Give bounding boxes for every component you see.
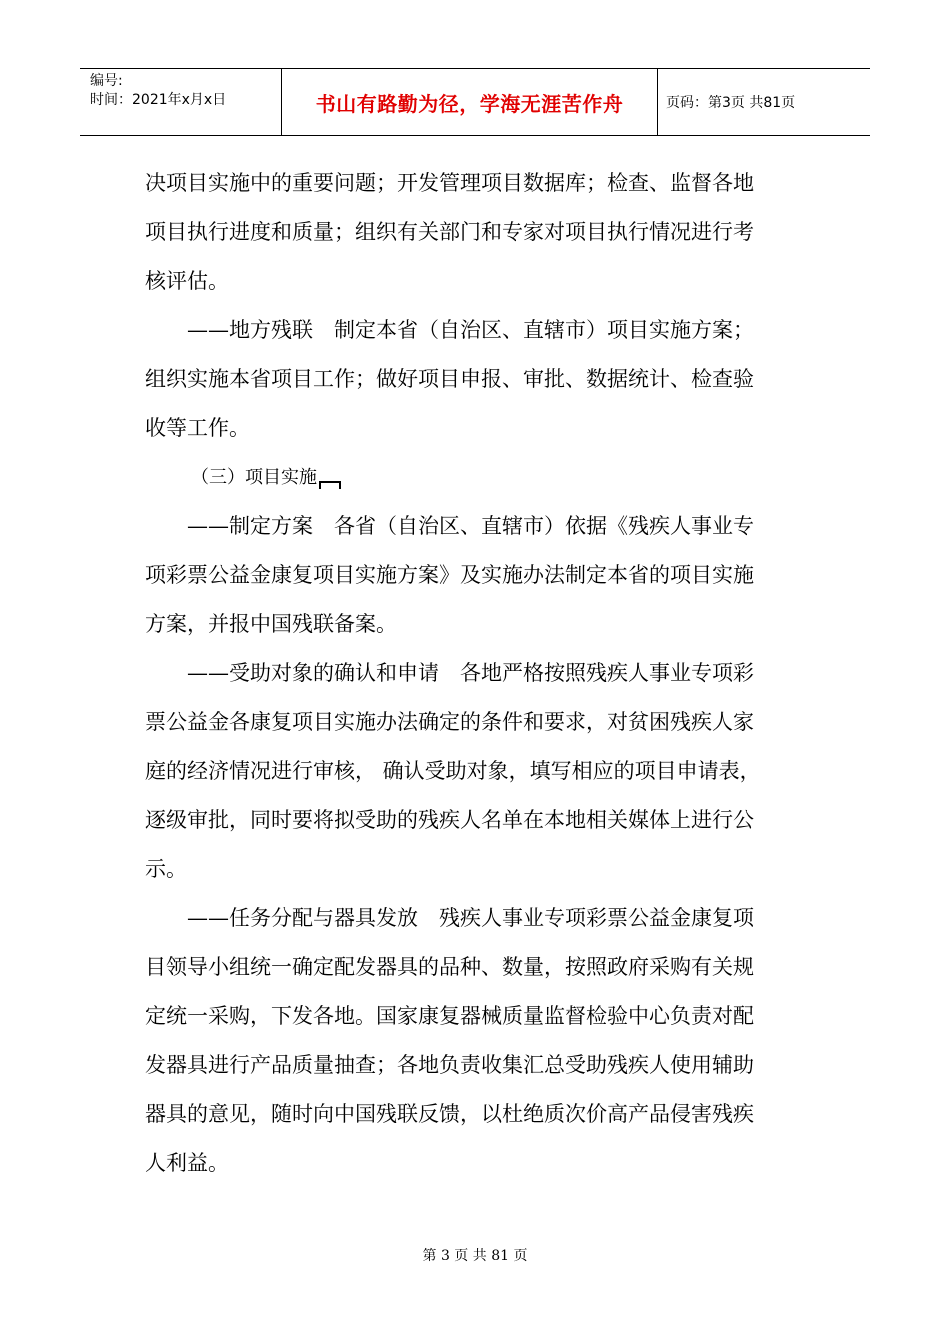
header-motto: 书山有路勤为径，学海无涯苦作舟 [315,91,624,116]
paragraph-formulate-plan: ——制定方案 各省（自治区、直辖市）依据《残疾人事业专 [187,514,754,538]
body-line: 示。 [145,857,187,881]
body-line: 收等工作。 [145,416,250,440]
body-line: 逐级审批，同时要将拟受助的残疾人名单在本地相关媒体上进行公 [145,808,754,832]
body-line: 定统一采购，下发各地。国家康复器械质量监督检验中心负责对配 [145,1004,754,1028]
body-line: 方案，并报中国残联备案。 [145,612,397,636]
section-heading [145,453,810,502]
document-header [80,68,870,136]
document-time-label: 时间：2021年x月x日 [90,92,227,108]
body-line: 核评估。 [145,269,229,293]
body-line: 庭的经济情况进行审核， 确认受助对象，填写相应的项目申请表， [145,759,761,783]
footer-page-number: 第 3 页 共 81 页 [422,1248,528,1264]
body-line: 人利益。 [145,1151,229,1175]
document-number-label: 编号: [90,73,123,89]
header-page-cell [658,69,870,135]
page-footer [0,1245,950,1265]
document-body [145,159,810,1188]
paragraph-recipient-confirmation: ——受助对象的确认和申请 各地严格按照残疾人事业专项彩 [187,661,754,685]
paragraph-local-federation: ——地方残联 制定本省（自治区、直辖市）项目实施方案； [187,318,754,342]
body-line: 项目执行进度和质量；组织有关部门和专家对项目执行情况进行考 [145,220,754,244]
body-line: 项彩票公益金康复项目实施方案》及实施办法制定本省的项目实施 [145,563,754,587]
paragraph-task-distribution: ——任务分配与器具发放 残疾人事业专项彩票公益金康复项 [187,906,754,930]
body-line: 票公益金各康复项目实施办法确定的条件和要求，对贫困残疾人家 [145,710,754,734]
text-cursor-mark [319,481,341,489]
body-line: 组织实施本省项目工作；做好项目申报、审批、数据统计、检查验 [145,367,754,391]
body-line: 器具的意见，随时向中国残联反馈，以杜绝质次价高产品侵害残疾 [145,1102,754,1126]
body-line: 目领导小组统一确定配发器具的品种、数量，按照政府采购有关规 [145,955,754,979]
header-page-code: 页码：第3页 共81页 [666,95,796,111]
section-heading-text: （三）项目实施 [191,467,317,488]
body-line: 决项目实施中的重要问题；开发管理项目数据库；检查、监督各地 [145,171,754,195]
body-line: 发器具进行产品质量抽查；各地负责收集汇总受助残疾人使用辅助 [145,1053,754,1077]
header-meta-cell [80,69,282,135]
header-motto-cell [282,69,658,135]
